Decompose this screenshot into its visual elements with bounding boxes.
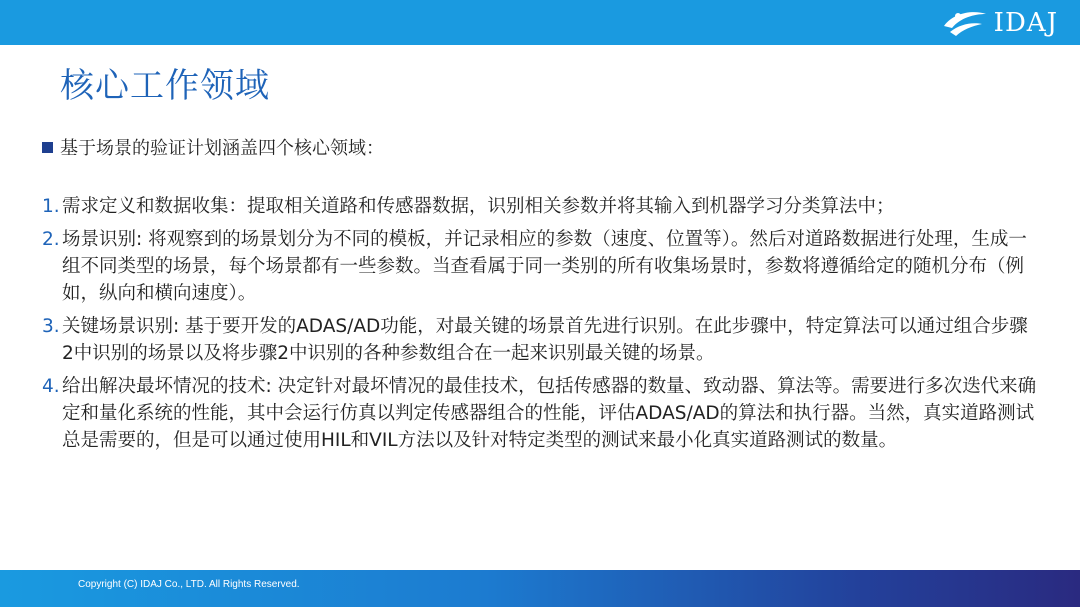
logo-text: IDAJ	[993, 8, 1058, 38]
list-item-text: 关键场景识别: 基于要开发的ADAS/AD功能，对最关键的场景首先进行识别。在此步骤中，特定算法可以通过组合步骤2中识别的场景以及将步骤2中识别的各种参数组合在一起来识别最关键的场景。	[62, 316, 1028, 364]
copyright-text: Copyright (C) IDAJ Co., LTD. All Rights Reserved.	[78, 579, 300, 590]
list-item-text: 给出解决最坏情况的技术: 决定针对最坏情况的最佳技术，包括传感器的数量、致动器、算法等。需要进行多次迭代来确定和量化系统的性能，其中会运行仿真以判定传感器组合的性能，评估ADAS/AD的算法和执行器。当然，真实道路测试总是需要的，但是可以通过使用HIL和VIL方法以及针对特定类型的测试来最小化真实道路测试的数量。	[62, 376, 1037, 451]
list-item-number: 3.	[42, 316, 60, 337]
intro-text: 基于场景的验证计划涵盖四个核心领域：	[60, 138, 384, 159]
page-title: 核心工作领域	[60, 66, 270, 106]
list-item-number: 1.	[42, 196, 60, 217]
list-item	[42, 373, 1037, 454]
header-bar	[0, 0, 1080, 45]
list-item-text: 需求定义和数据收集：提取相关道路和传感器数据，识别相关参数并将其输入到机器学习分类算法中；	[62, 196, 895, 217]
logo-swoosh-icon	[940, 6, 988, 40]
intro-line	[42, 134, 384, 160]
square-bullet-icon	[42, 142, 53, 153]
list-item	[42, 226, 1037, 307]
list-item	[42, 193, 1037, 220]
list-item-number: 4.	[42, 376, 60, 397]
list-item-number: 2.	[42, 229, 60, 250]
company-logo	[940, 6, 1058, 40]
numbered-list	[42, 193, 1037, 460]
list-item-text: 场景识别: 将观察到的场景划分为不同的模板，并记录相应的参数（速度、位置等）。然后对道路数据进行处理，生成一组不同类型的场景，每个场景都有一些参数。当查看属于同一类别的所有收集场景时，参数将遵循给定的随机分布（例如，纵向和横向速度）。	[62, 229, 1027, 304]
list-item	[42, 313, 1037, 367]
